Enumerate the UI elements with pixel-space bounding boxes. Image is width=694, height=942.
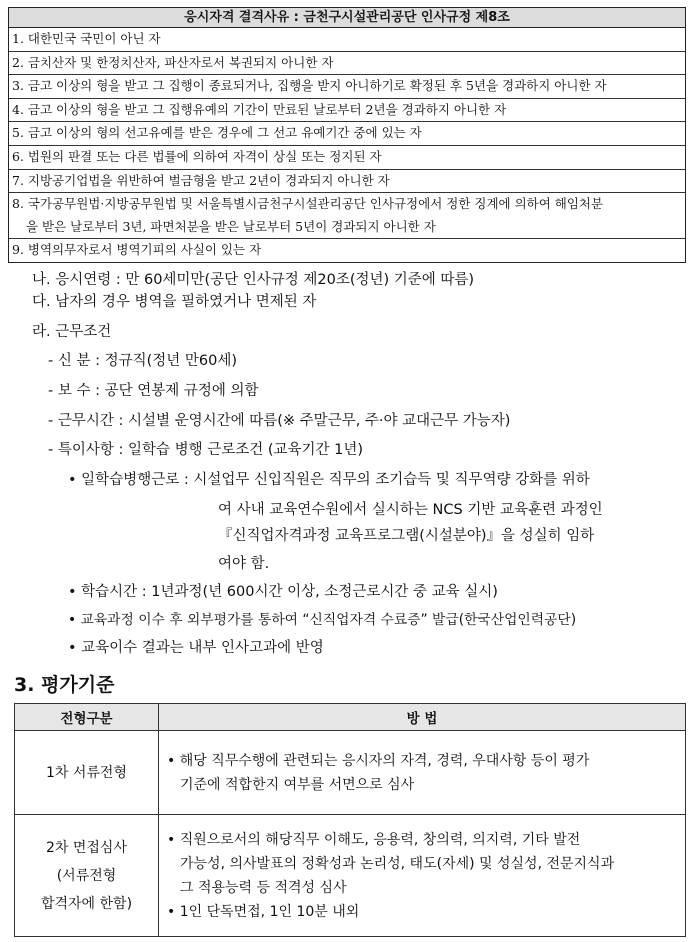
military-requirement: 다. 남자의 경우 병역을 필하였거나 면제된 자	[32, 294, 317, 310]
row2-method-line1: • 직원으로서의 해당직무 이해도, 응용력, 창의력, 의지력, 기타 발전	[167, 831, 581, 848]
column-header-method: 방 법	[159, 704, 686, 731]
disqualification-item-8-line2: 을 받은 날로부터 3년, 파면처분을 받은 날로부터 5년이 경과되지 아니한 자	[26, 218, 436, 234]
appraisal-bullet: • 교육이수 결과는 내부 인사고과에 반영	[68, 640, 324, 656]
condition-special: - 특이사항 : 일학습 병행 근로조건 (교육기간 1년)	[48, 442, 364, 458]
disqualification-item: 6. 법원의 판결 또는 다른 법률에 의하여 자격이 상실 또는 정지된 자	[9, 146, 685, 170]
row2-type	[15, 815, 159, 937]
row2-type-line2: (서류전형	[56, 867, 117, 884]
row2-method-line3: 그 적용능력 등 적격성 심사	[180, 879, 347, 896]
work-study-line4: 여야 함.	[218, 556, 270, 572]
row2-method-line2: 가능성, 의사발표의 정확성과 논리성, 태도(자세) 및 성실성, 전문지식과	[180, 855, 615, 872]
disqualification-item: 2. 금치산자 및 한정치산자, 파산자로서 복권되지 아니한 자	[9, 52, 685, 76]
row2-type-line3: 합격자에 한함)	[40, 895, 133, 912]
disqualification-item: 7. 지방공기업법을 위반하여 벌금형을 받고 2년이 경과되지 아니한 자	[9, 170, 685, 194]
disqualification-item: 4. 금고 이상의 형을 받고 그 집행유예의 기간이 만료된 날로부터 2년을 경과하지 아니한 자	[9, 99, 685, 123]
disqualification-item: 1. 대한민국 국민이 아닌 자	[9, 28, 685, 52]
row1-method-line2: 기준에 적합한지 여부를 서면으로 심사	[180, 776, 415, 793]
work-study-bullet: • 일학습병행근로 : 시설업무 신입직원은 직무의 조기습득 및 직무역량 강화를 위하	[68, 472, 590, 488]
evaluation-heading: 3. 평가기준	[14, 674, 115, 696]
table-row	[15, 815, 686, 937]
row2-type-line1: 2차 면접심사	[46, 839, 127, 856]
row1-type: 1차 서류전형	[15, 731, 159, 815]
disqualification-item-8-line1: 8. 국가공무원법·지방공무원법 및 서울특별시금천구시설관리공단 인사규정에서 정한 징계에 의하여 해임처분	[12, 196, 604, 212]
condition-status: - 신 분 : 정규직(정년 만60세)	[48, 353, 237, 369]
work-study-line2: 여 사내 교육연수원에서 실시하는 NCS 기반 교육훈련 과정인	[218, 502, 603, 518]
work-study-line3: 『신직업자격과정 교육프로그램(시설분야)』을 성실히 임하	[218, 528, 595, 544]
disqualification-item: 3. 금고 이상의 형을 받고 그 집행이 종료되거나, 집행을 받지 아니하기로 확정된 후 5년을 경과하지 아니한 자	[9, 75, 685, 99]
age-requirement: 나. 응시연령 : 만 60세미만(공단 인사규정 제20조(정년) 기준에 따름)	[32, 272, 475, 288]
column-header-type: 전형구분	[15, 704, 159, 731]
row2-method	[159, 815, 686, 937]
disqualification-item: 9. 병역의무자로서 병역기피의 사실이 있는 자	[12, 242, 262, 258]
disqualification-item-8	[9, 193, 685, 239]
condition-pay: - 보 수 : 공단 연봉제 규정에 의함	[48, 383, 259, 399]
row2-method-line4: • 1인 단독면접, 1인 10분 내외	[167, 903, 360, 920]
disqualification-title: 응시자격 결격사유 : 금천구시설관리공단 인사규정 제8조	[9, 8, 685, 28]
row1-method	[159, 731, 686, 815]
row1-method-line1: • 해당 직무수행에 관련되는 응시자의 자격, 경력, 우대사항 등이 평가	[167, 752, 590, 769]
work-conditions-heading: 라. 근무조건	[32, 324, 112, 340]
condition-hours: - 근무시간 : 시설별 운영시간에 따름(※ 주말근무, 주·야 교대근무 가능자)	[48, 413, 511, 429]
table-row	[15, 731, 686, 815]
study-time-bullet: • 학습시간 : 1년과정(년 600시간 이상, 소정근로시간 중 교육 실시)	[68, 584, 498, 600]
certificate-bullet: • 교육과정 이수 후 외부평가를 통하여 “신직업자격 수료증” 발급(한국산업인력공단)	[68, 612, 577, 628]
disqualification-box	[8, 7, 686, 263]
evaluation-table	[14, 703, 686, 937]
disqualification-item: 5. 금고 이상의 형의 선고유예를 받은 경우에 그 선고 유예기간 중에 있는 자	[9, 122, 685, 146]
